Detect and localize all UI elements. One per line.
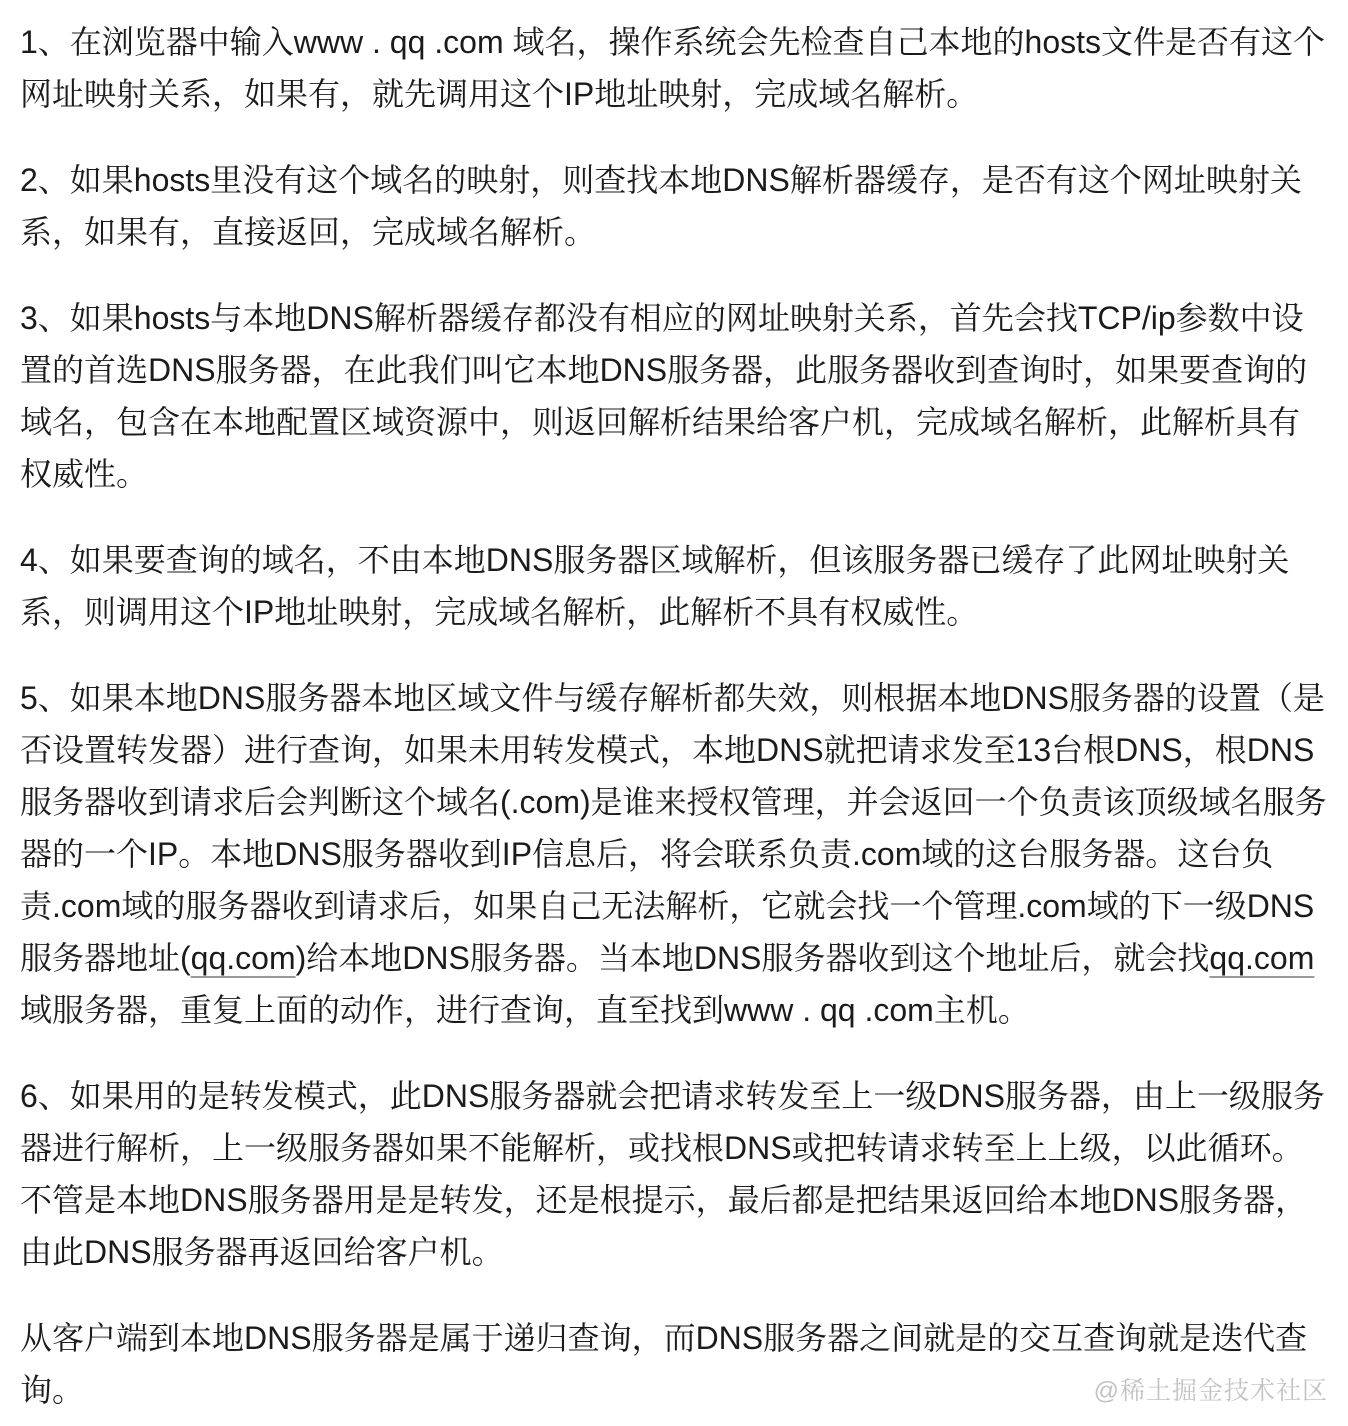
paragraph-4: 4、如果要查询的域名，不由本地DNS服务器区域解析，但该服务器已缓存了此网址映射关系，则调用这个IP地址映射，完成域名解析，此解析不具有权威性。	[20, 542, 1290, 630]
paragraph-7: 从客户端到本地DNS服务器是属于递归查询，而DNS服务器之间就是的交互查询就是迭代查询。	[20, 1320, 1308, 1408]
qq-com-link-2[interactable]: qq.com	[1209, 940, 1315, 976]
paragraph-5-text-3: 域服务器，重复上面的动作，进行查询，直至找到www . qq .com主机。	[20, 992, 1030, 1028]
paragraph-5-text-2: )给本地DNS服务器。当本地DNS服务器收到这个地址后，就会找	[295, 940, 1210, 976]
paragraph-1: 1、在浏览器中输入www . qq .com 域名，操作系统会先检查自己本地的hosts文件是否有这个网址映射关系，如果有，就先调用这个IP地址映射，完成域名解析。	[20, 24, 1326, 112]
paragraph-3: 3、如果hosts与本地DNS解析器缓存都没有相应的网址映射关系，首先会找TCP/ip参数中设置的首选DNS服务器，在此我们叫它本地DNS服务器，此服务器收到查询时，如果要查询的域名，包含在本地配置区域资源中，则返回解析结果给客户机，完成域名解析，此解析具有权威性。	[20, 300, 1308, 492]
paragraph-5	[20, 672, 1328, 1036]
qq-com-link-1[interactable]: qq.com	[190, 940, 296, 976]
paragraph-6: 6、如果用的是转发模式，此DNS服务器就会把请求转发至上一级DNS服务器，由上一级服务器进行解析，上一级服务器如果不能解析，或找根DNS或把转请求转至上上级，以此循环。不管是本地DNS服务器用是是转发，还是根提示，最后都是把结果返回给本地DNS服务器，由此DNS服务器再返回给客户机。	[20, 1078, 1325, 1270]
watermark: @稀土掘金技术社区	[1093, 1377, 1328, 1405]
paragraph-5-text-1: 5、如果本地DNS服务器本地区域文件与缓存解析都失效，则根据本地DNS服务器的设置（是否设置转发器）进行查询，如果未用转发模式，本地DNS就把请求发至13台根DNS，根DNS服务器收到请求后会判断这个域名(.com)是谁来授权管理，并会返回一个负责该顶级域名服务器的一个IP。本地DNS服务器收到IP信息后，将会联系负责.com域的这台服务器。这台负责.com域的服务器收到请求后，如果自己无法解析，它就会找一个管理.com域的下一级DNS服务器地址(	[20, 680, 1327, 976]
paragraph-2: 2、如果hosts里没有这个域名的映射，则查找本地DNS解析器缓存，是否有这个网址映射关系，如果有，直接返回，完成域名解析。	[20, 162, 1302, 250]
